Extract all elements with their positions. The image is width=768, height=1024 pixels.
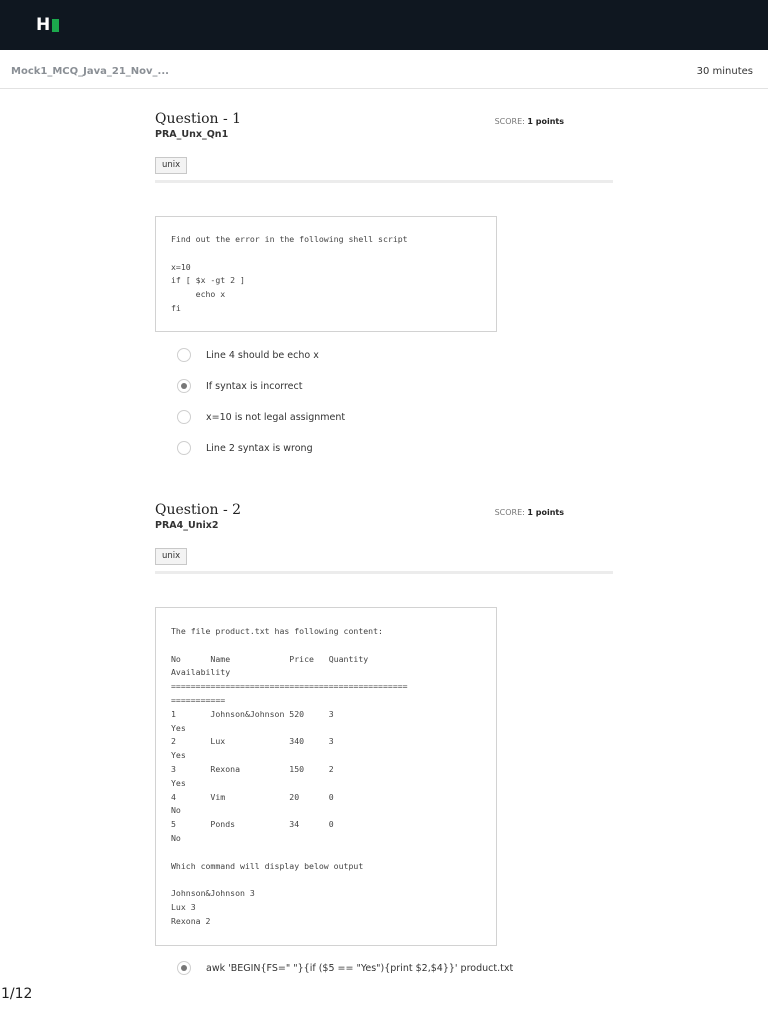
question-code: PRA_Unx_Qn1	[155, 129, 229, 140]
question-score: SCORE: 1 points	[494, 508, 564, 517]
option-label: Line 2 syntax is wrong	[206, 442, 313, 454]
radio-button[interactable]	[177, 410, 191, 424]
radio-button[interactable]	[177, 348, 191, 362]
test-name: Mock1_MCQ_Java_21_Nov_...	[11, 66, 169, 77]
option-label: If syntax is incorrect	[206, 380, 303, 392]
test-header	[0, 50, 768, 89]
question-1-header	[155, 111, 613, 183]
question-divider	[155, 571, 613, 574]
test-duration: 30 minutes	[696, 66, 753, 77]
question-tag: unix	[155, 157, 187, 174]
question-2-body: The file product.txt has following content: No Name Price Quantity Availability ================================================ =========== 1 Johnson&Johnson 520 3 Yes 2 Lux 340 3 Yes 3 Rexona 150 2 Yes 4 Vim 20 0 No 5 Ponds 34 0 No Which command will display below output Johnson&Johnson 3 Lux 3 Rexona 2	[155, 607, 497, 946]
question-2-header	[155, 502, 613, 574]
question-1-option-4[interactable]	[177, 441, 313, 455]
radio-button[interactable]	[177, 441, 191, 455]
question-2-option-1[interactable]	[177, 961, 513, 975]
question-1-option-2[interactable]	[177, 379, 302, 393]
question-1-option-3[interactable]	[177, 410, 345, 424]
radio-button-selected[interactable]	[177, 961, 191, 975]
question-title: Question - 1	[155, 111, 242, 127]
option-label: Line 4 should be echo x	[206, 349, 319, 361]
question-divider	[155, 180, 613, 183]
hackerrank-logo[interactable]	[36, 16, 59, 34]
top-navbar	[0, 0, 768, 50]
logo-letter: H	[36, 15, 51, 35]
radio-button-selected[interactable]	[177, 379, 191, 393]
question-title: Question - 2	[155, 502, 242, 518]
option-label: awk 'BEGIN{FS=" "}{if ($5 == "Yes"){print $2,$4}}' product.txt	[206, 962, 514, 974]
logo-square-icon	[52, 19, 59, 32]
question-1-option-1[interactable]	[177, 348, 319, 362]
question-score: SCORE: 1 points	[494, 117, 564, 126]
question-1-body: Find out the error in the following shell script x=10 if [ $x -gt 2 ] echo x fi	[155, 216, 497, 332]
page-number: 1/12	[1, 986, 33, 1002]
question-code: PRA4_Unix2	[155, 520, 219, 531]
question-tag: unix	[155, 548, 187, 565]
option-label: x=10 is not legal assignment	[206, 411, 346, 423]
